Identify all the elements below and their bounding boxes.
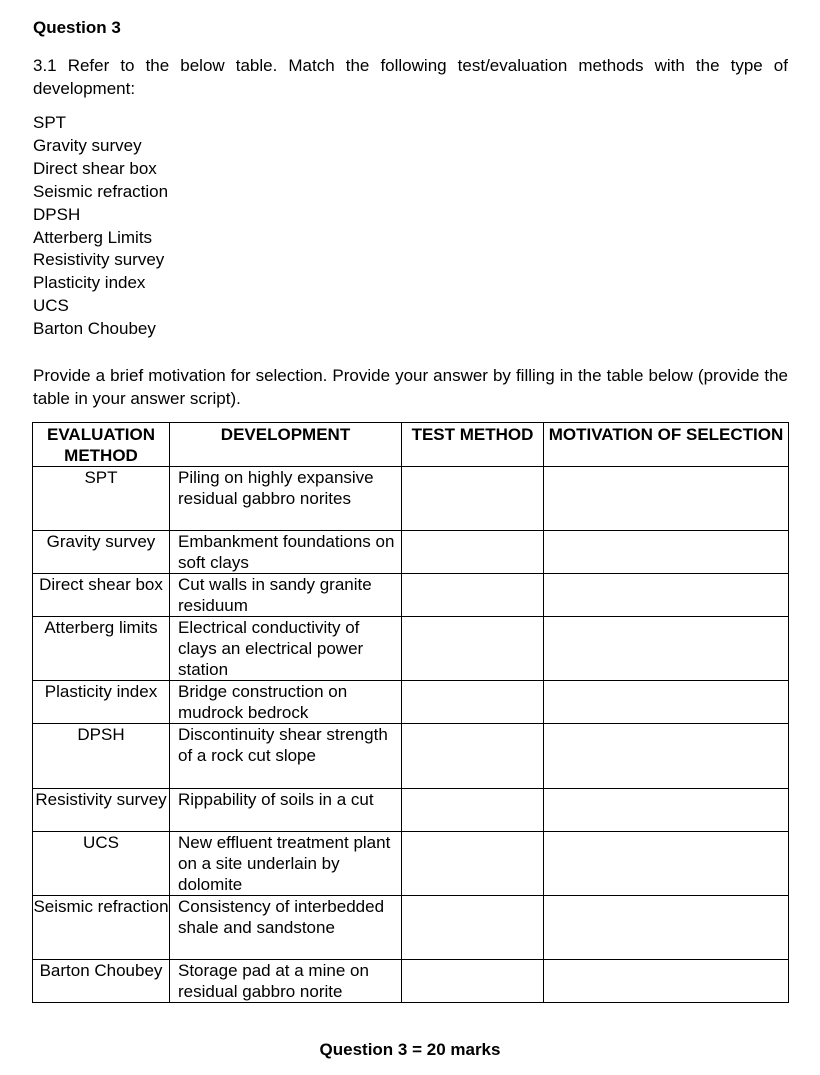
method-item: Direct shear box: [33, 158, 157, 178]
test-method-cell[interactable]: [402, 531, 544, 574]
methods-list: [33, 112, 168, 341]
evaluation-method-cell: Seismic refraction: [33, 896, 170, 960]
header-development: DEVELOPMENT: [170, 423, 402, 467]
method-item: Barton Choubey: [33, 319, 156, 339]
table-row: [33, 467, 789, 531]
test-method-cell[interactable]: [402, 574, 544, 617]
development-cell: Cut walls in sandy granite residuum: [170, 574, 402, 617]
method-item: Atterberg Limits: [33, 227, 153, 247]
method-item: DPSH: [33, 204, 81, 224]
evaluation-method-cell: SPT: [33, 467, 170, 531]
table-header-row: [33, 423, 789, 467]
table-row: [33, 960, 789, 1003]
table-row: [33, 681, 789, 724]
test-method-cell[interactable]: [402, 724, 544, 789]
method-item: Resistivity survey: [33, 250, 165, 270]
evaluation-method-cell: Atterberg limits: [33, 617, 170, 681]
table-row: [33, 896, 789, 960]
motivation-cell[interactable]: [544, 531, 789, 574]
method-item: Seismic refraction: [33, 181, 169, 201]
instructions-text: Provide a brief motivation for selection. Provide your answer by filling in the table below (provide the table in your answer script).: [33, 366, 788, 408]
table-row: [33, 789, 789, 832]
method-item: UCS: [33, 296, 69, 316]
development-cell: Storage pad at a mine on residual gabbro norite: [170, 960, 402, 1003]
evaluation-method-cell: Direct shear box: [33, 574, 170, 617]
table-row: [33, 724, 789, 789]
motivation-cell[interactable]: [544, 574, 789, 617]
test-method-cell[interactable]: [402, 789, 544, 832]
motivation-cell[interactable]: [544, 789, 789, 832]
development-cell: New effluent treatment plant on a site underlain by dolomite: [170, 832, 402, 896]
motivation-cell[interactable]: [544, 467, 789, 531]
question-title: Question 3: [33, 18, 121, 37]
development-cell: Discontinuity shear strength of a rock cut slope: [170, 724, 402, 789]
test-method-cell[interactable]: [402, 896, 544, 960]
method-item: Plasticity index: [33, 273, 146, 293]
intro-text: 3.1 Refer to the below table. Match the following test/evaluation methods with the type of development:: [33, 56, 788, 98]
test-method-cell[interactable]: [402, 681, 544, 724]
development-cell: Consistency of interbedded shale and sandstone: [170, 896, 402, 960]
method-item: SPT: [33, 113, 67, 132]
motivation-cell[interactable]: [544, 617, 789, 681]
motivation-cell[interactable]: [544, 832, 789, 896]
test-method-cell[interactable]: [402, 960, 544, 1003]
development-cell: Piling on highly expansive residual gabbro norites: [170, 467, 402, 531]
header-motivation: MOTIVATION OF SELECTION: [544, 423, 789, 467]
development-cell: Rippability of soils in a cut: [170, 789, 402, 832]
motivation-cell[interactable]: [544, 724, 789, 789]
development-cell: Electrical conductivity of clays an electrical power station: [170, 617, 402, 681]
motivation-cell[interactable]: [544, 681, 789, 724]
motivation-cell[interactable]: [544, 960, 789, 1003]
test-method-cell[interactable]: [402, 832, 544, 896]
motivation-cell[interactable]: [544, 896, 789, 960]
test-method-cell[interactable]: [402, 617, 544, 681]
table-row: [33, 832, 789, 896]
table-row: [33, 617, 789, 681]
development-cell: Bridge construction on mudrock bedrock: [170, 681, 402, 724]
test-method-cell[interactable]: [402, 467, 544, 531]
header-test-method: TEST METHOD: [402, 423, 544, 467]
table-row: [33, 574, 789, 617]
evaluation-method-cell: Gravity survey: [33, 531, 170, 574]
evaluation-method-cell: DPSH: [33, 724, 170, 789]
marks-footer: Question 3 = 20 marks: [319, 1040, 501, 1059]
evaluation-method-cell: Barton Choubey: [33, 960, 170, 1003]
evaluation-method-cell: Plasticity index: [33, 681, 170, 724]
answer-table: [32, 422, 789, 1003]
evaluation-method-cell: Resistivity survey: [33, 789, 170, 832]
table-row: [33, 531, 789, 574]
method-item: Gravity survey: [33, 135, 142, 155]
evaluation-method-cell: UCS: [33, 832, 170, 896]
header-evaluation-method: EVALUATION METHOD: [33, 423, 170, 467]
development-cell: Embankment foundations on soft clays: [170, 531, 402, 574]
